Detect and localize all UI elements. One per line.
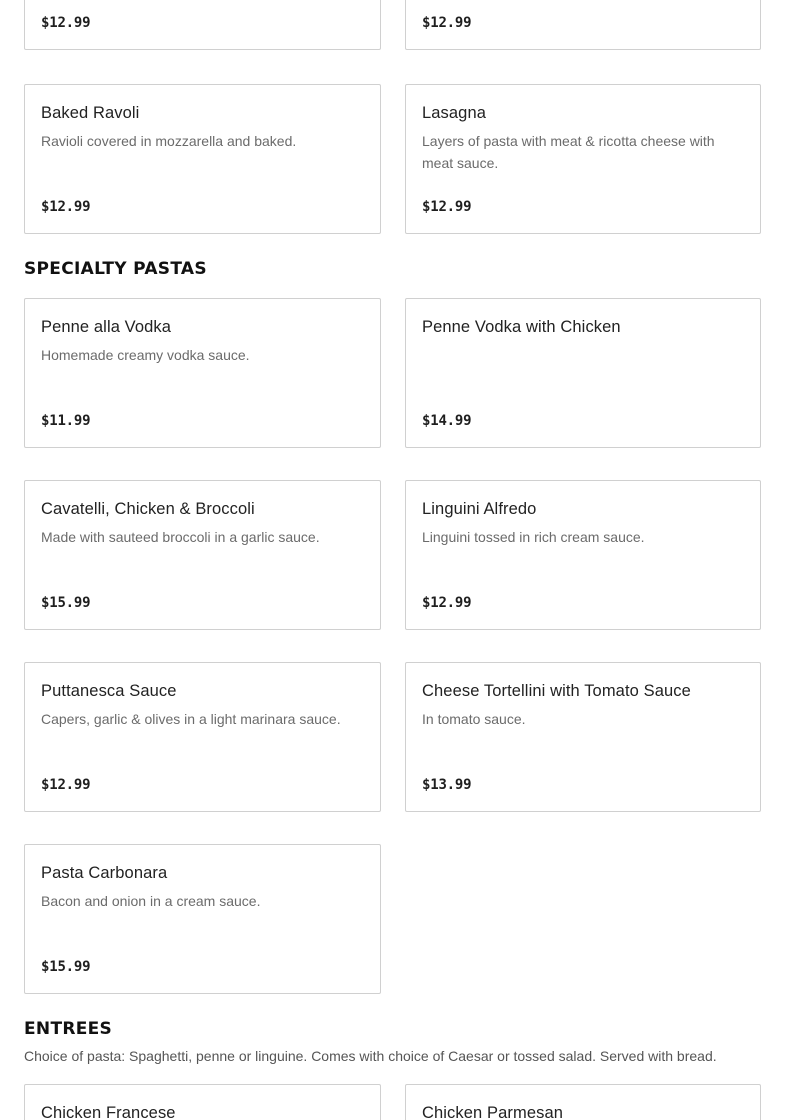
- item-price: $15.99: [41, 959, 91, 975]
- item-description: Ravioli covered in mozzarella and baked.: [41, 133, 297, 149]
- item-name: Cavatelli, Chicken & Broccoli: [41, 500, 255, 518]
- item-price: $13.99: [422, 777, 472, 793]
- menu-item-card[interactable]: [405, 662, 761, 812]
- item-price: $11.99: [41, 413, 91, 429]
- section-note-entrees: Choice of pasta: Spaghetti, penne or linguine. Comes with choice of Caesar or tossed salad. Served with bread.: [24, 1048, 717, 1064]
- menu-item-card[interactable]: [405, 1084, 761, 1120]
- item-description: Homemade creamy vodka sauce.: [41, 347, 250, 363]
- menu-item-card[interactable]: [24, 844, 381, 994]
- menu-item-card[interactable]: [405, 84, 761, 234]
- menu-item-card[interactable]: [405, 480, 761, 630]
- item-price: $12.99: [422, 199, 472, 215]
- item-price: $14.99: [422, 413, 472, 429]
- menu-item-card[interactable]: [24, 480, 381, 630]
- item-description: Layers of pasta with meat & ricotta cheese with meat sauce.: [422, 133, 715, 171]
- item-name: Penne alla Vodka: [41, 318, 172, 336]
- section-title-specialty-pastas: SPECIALTY PASTAS: [24, 259, 207, 279]
- menu-item-card[interactable]: [24, 84, 381, 234]
- item-price: $12.99: [41, 15, 91, 31]
- item-name: Penne Vodka with Chicken: [422, 318, 621, 336]
- item-description: Capers, garlic & olives in a light marinara sauce.: [41, 711, 341, 727]
- item-price: $12.99: [422, 595, 472, 611]
- menu-item-card[interactable]: [405, 0, 761, 50]
- item-name: Pasta Carbonara: [41, 864, 168, 882]
- menu-item-card[interactable]: [405, 298, 761, 448]
- menu-item-card[interactable]: [24, 662, 381, 812]
- item-name: Chicken Parmesan: [422, 1104, 563, 1120]
- item-name: Baked Ravoli: [41, 104, 140, 122]
- item-description: Made with sauteed broccoli in a garlic sauce.: [41, 529, 320, 545]
- item-description: Bacon and onion in a cream sauce.: [41, 893, 261, 909]
- menu-item-card[interactable]: [24, 1084, 381, 1120]
- item-name: Puttanesca Sauce: [41, 682, 177, 700]
- menu-item-card[interactable]: [24, 298, 381, 448]
- item-name: Lasagna: [422, 104, 487, 122]
- section-title-entrees: ENTREES: [24, 1019, 113, 1039]
- item-price: $15.99: [41, 595, 91, 611]
- item-description: Linguini tossed in rich cream sauce.: [422, 529, 645, 545]
- item-price: $12.99: [41, 199, 91, 215]
- item-name: Chicken Francese: [41, 1104, 176, 1120]
- item-name: Linguini Alfredo: [422, 500, 537, 518]
- item-price: $12.99: [422, 15, 472, 31]
- item-price: $12.99: [41, 777, 91, 793]
- item-description: In tomato sauce.: [422, 711, 526, 727]
- menu-item-card[interactable]: [24, 0, 381, 50]
- item-name: Cheese Tortellini with Tomato Sauce: [422, 682, 691, 700]
